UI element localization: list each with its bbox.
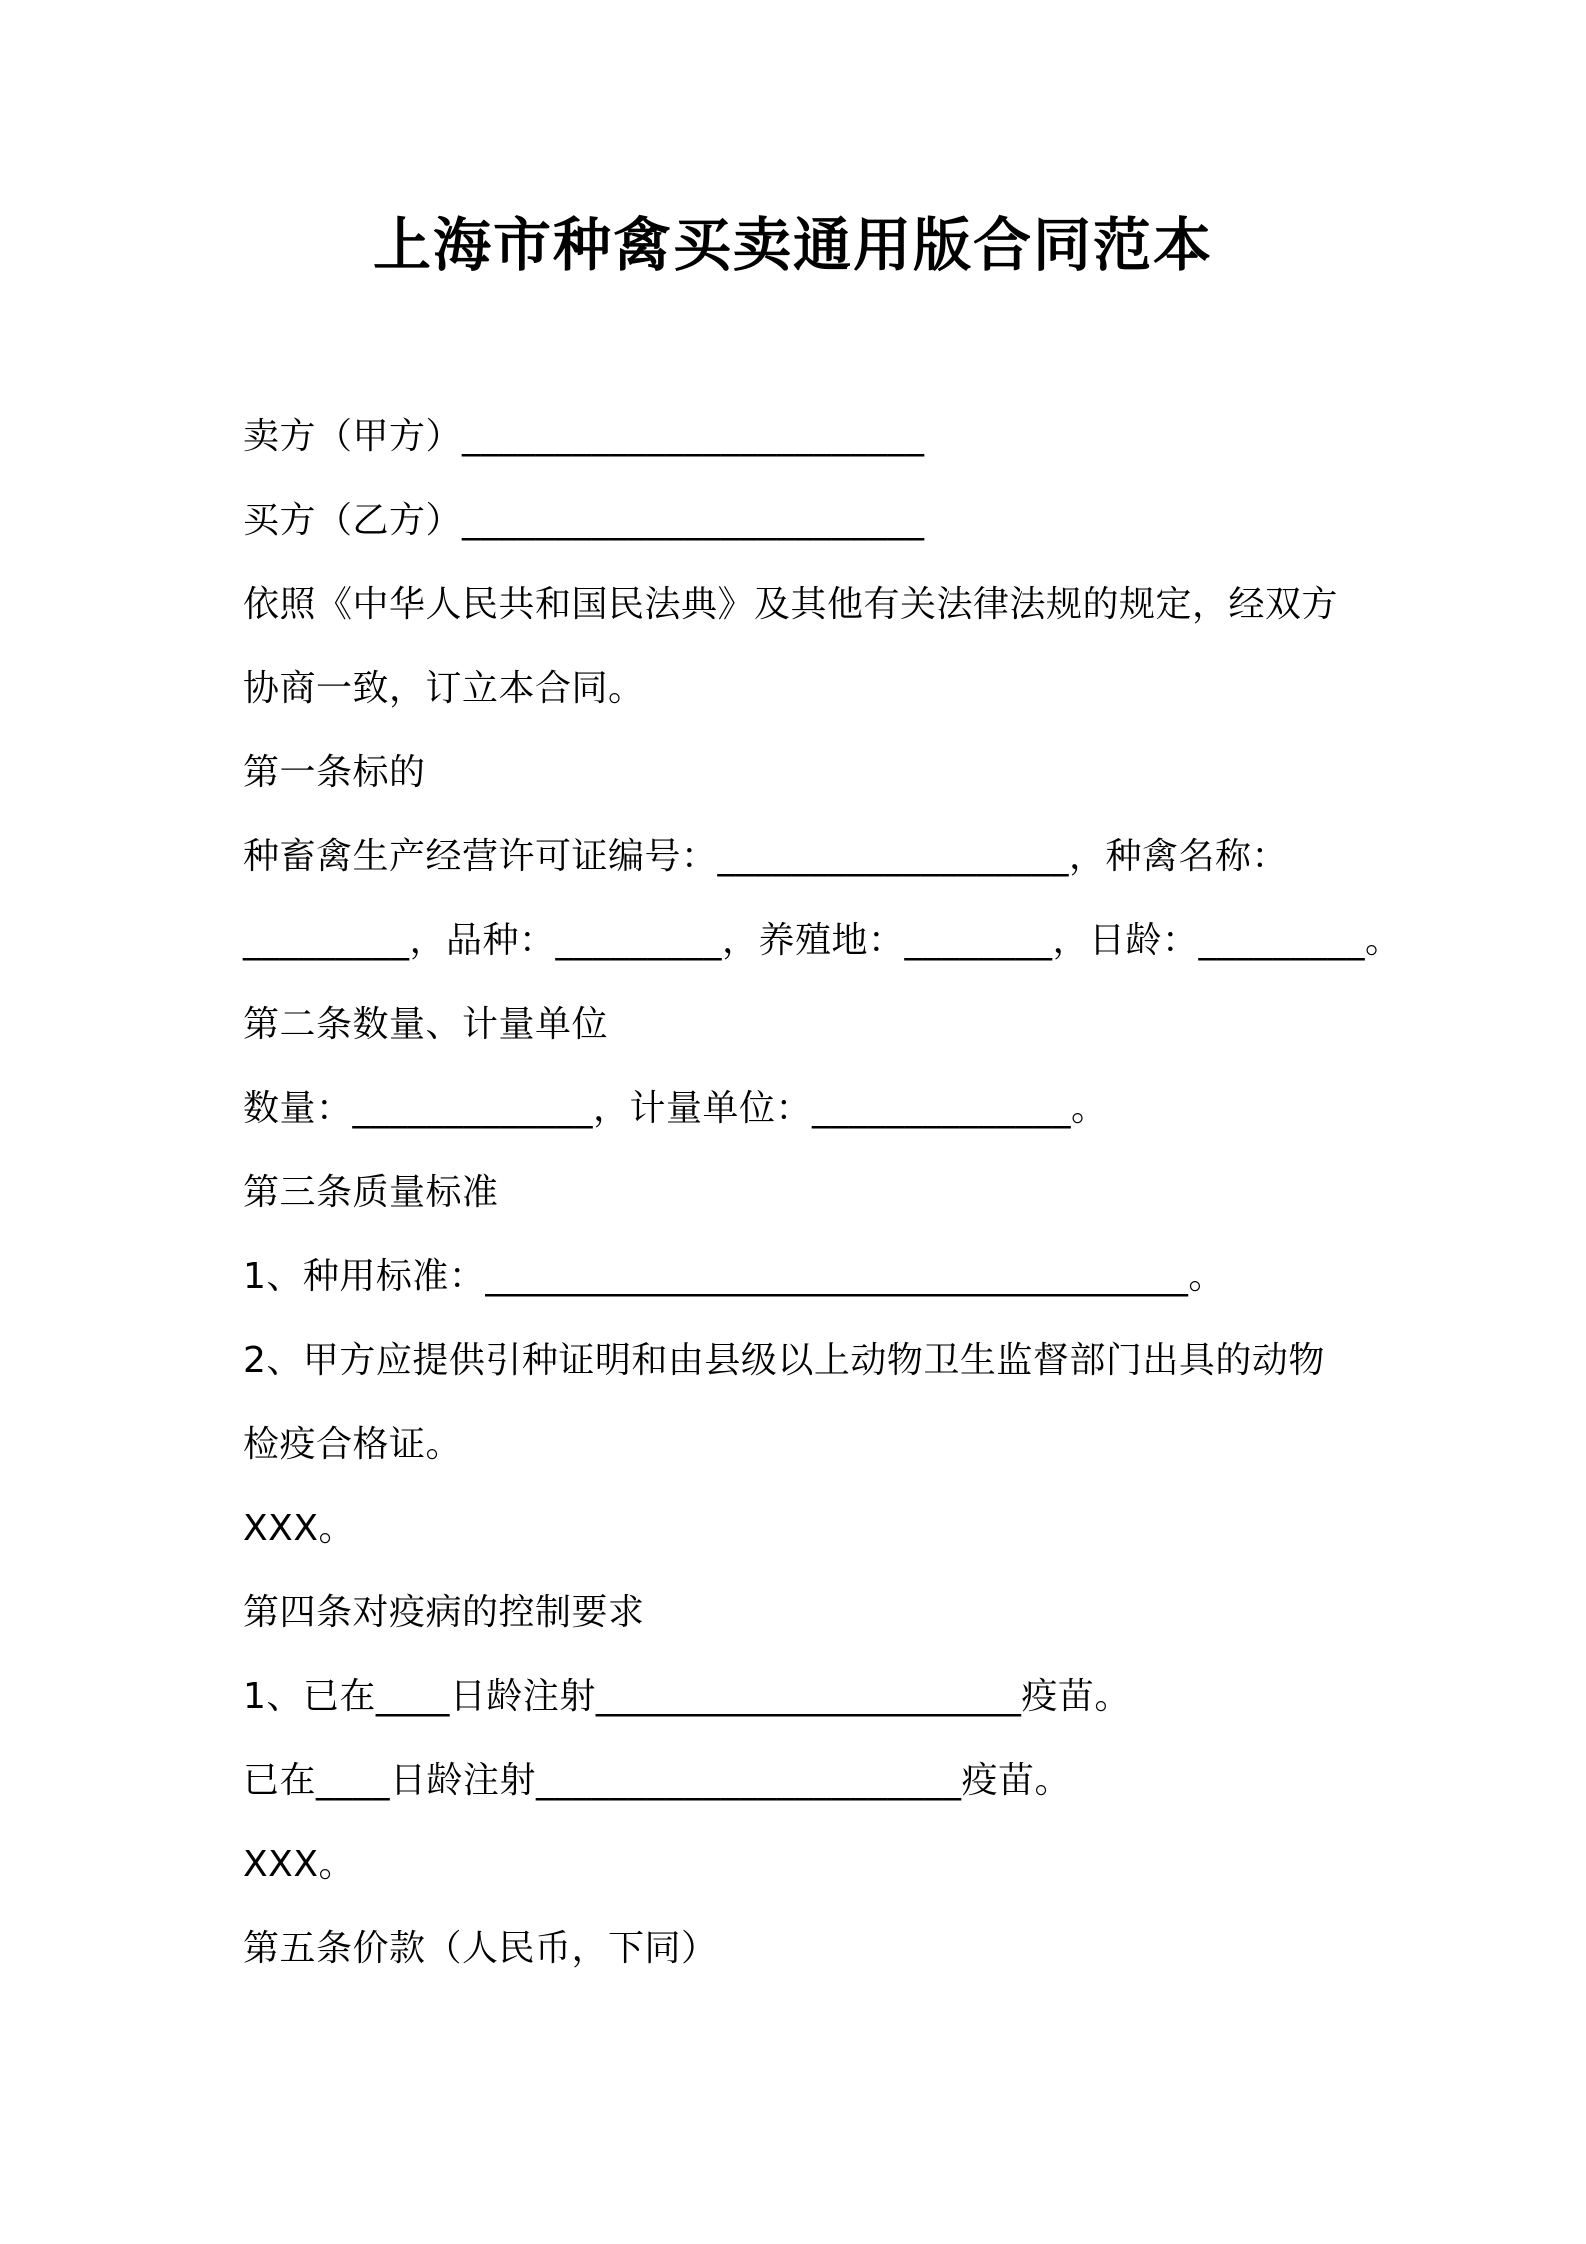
preamble-line-2: 协商一致，订立本合同。	[243, 668, 645, 709]
article-2-heading: 第二条数量、计量单位	[243, 1004, 609, 1045]
document-title: 上海市种禽买卖通用版合同范本	[372, 211, 1213, 279]
article-1-heading: 第一条标的	[243, 752, 426, 793]
article-3-item-2-line-2: 检疫合格证。	[243, 1424, 463, 1465]
article-3-placeholder: XXX。	[243, 1508, 355, 1549]
article-4-item-2: 已在____日龄注射_______________________疫苗。	[243, 1760, 1072, 1801]
article-4-placeholder: XXX。	[243, 1844, 355, 1885]
article-5-heading: 第五条价款（人民币，下同）	[243, 1928, 718, 1969]
article-1-line-2: _________，品种：_________，养殖地：________，日龄：_________。	[243, 920, 1402, 961]
seller-party-line: 卖方（甲方）_________________________	[243, 416, 925, 457]
article-4-item-1: 1、已在____日龄注射_______________________疫苗。	[243, 1676, 1131, 1717]
buyer-party-line: 买方（乙方）_________________________	[243, 500, 925, 541]
article-3-item-2-line-1: 2、甲方应提供引种证明和由县级以上动物卫生监督部门出具的动物	[243, 1340, 1325, 1381]
article-3-item-1: 1、种用标准：______________________________________。	[243, 1256, 1225, 1297]
preamble-line-1: 依照《中华人民共和国民法典》及其他有关法律法规的规定，经双方	[243, 584, 1339, 625]
article-4-heading: 第四条对疫病的控制要求	[243, 1592, 645, 1633]
article-1-line-1: 种畜禽生产经营许可证编号：___________________，种禽名称：	[243, 836, 1289, 877]
article-2-line-1: 数量：_____________，计量单位：______________。	[243, 1088, 1108, 1129]
article-3-heading: 第三条质量标准	[243, 1172, 499, 1213]
